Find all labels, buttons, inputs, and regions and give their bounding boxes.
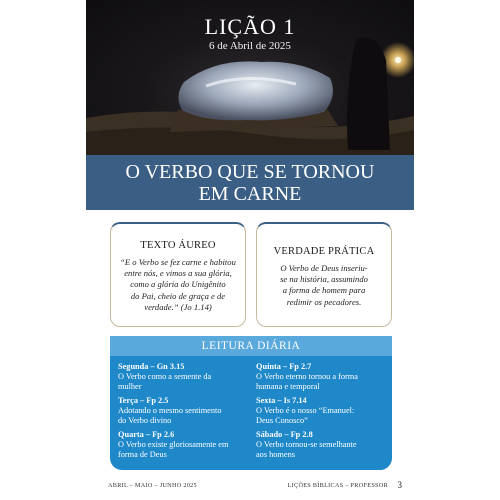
nativity-photo <box>86 0 414 155</box>
reading-text: Adotando o mesmo sentimento <box>118 406 222 415</box>
leitura-diaria-heading: LEITURA DIÁRIA <box>110 336 392 356</box>
reading-day <box>118 430 250 460</box>
reading-column-left <box>118 362 250 464</box>
reading-reference: Terça – Fp 2.5 <box>118 396 169 405</box>
verdade-pratica-text <box>265 263 383 308</box>
lesson-page <box>86 0 414 500</box>
page-number: 3 <box>397 480 402 490</box>
reading-reference: Sábado – Fp 2.8 <box>256 430 313 439</box>
texto-aureo-box <box>110 222 246 327</box>
page-footer <box>86 480 414 492</box>
verdade-pratica-heading: VERDADE PRÁTICA <box>273 246 375 257</box>
reading-day <box>118 362 250 392</box>
title-band <box>86 155 414 210</box>
reading-text: O Verbo como a semente da <box>118 372 212 381</box>
reading-text: O Verbo é o nosso “Emanuel: <box>256 406 355 415</box>
reading-column-right <box>256 362 388 464</box>
texto-aureo-line: verdade.” (Jo 1.14) <box>144 301 212 312</box>
reading-text: mulher <box>118 382 142 391</box>
texto-aureo-heading: TEXTO ÁUREO <box>140 240 216 251</box>
texto-aureo-line: como a glória do Unigênito <box>130 279 226 290</box>
reading-text: O Verbo existe gloriosamente em <box>118 440 229 449</box>
reading-reference: Segunda – Gn 3.15 <box>118 362 185 371</box>
texto-aureo-text <box>119 257 237 313</box>
texto-aureo-line: “E o Verbo se fez carne e habitou <box>120 257 236 267</box>
reading-text: do Verbo divino <box>118 416 172 425</box>
reading-reference: Quarta – Fp 2.6 <box>118 430 175 439</box>
reading-text: aos homens <box>256 450 295 459</box>
reading-text: humana e temporal <box>256 382 320 391</box>
footer-quarter: ABRIL – MAIO – JUNHO 2025 <box>108 482 197 489</box>
footer-publication: LIÇÕES BÍBLICAS – PROFESSOR <box>287 482 388 489</box>
reading-reference: Sexta – Is 7.14 <box>256 396 307 405</box>
reading-text: forma de Deus <box>118 450 167 459</box>
texto-aureo-line: do Pai, cheio de graça e de <box>130 290 226 301</box>
verdade-pratica-line: O Verbo de Deus inseriu- <box>280 263 368 273</box>
texto-aureo-line: entre nós, e vimos a sua glória, <box>124 268 232 279</box>
lesson-title-line-1: O VERBO QUE SE TORNOU <box>125 161 375 183</box>
verdade-pratica-line: redimir os pecadores. <box>286 296 362 307</box>
reading-text: O Verbo tornou-se semelhante <box>256 440 357 449</box>
lesson-date: 6 de Abril de 2025 <box>209 40 291 52</box>
verdade-pratica-line: a forma de homem para <box>282 285 366 296</box>
reading-day <box>118 396 250 426</box>
reading-day <box>256 396 388 426</box>
lesson-title <box>86 161 414 205</box>
verdade-pratica-box <box>256 222 392 327</box>
reading-day <box>256 362 388 392</box>
lesson-title-line-2: EM CARNE <box>198 183 302 205</box>
reading-reference: Quinta – Fp 2.7 <box>256 362 312 371</box>
verdade-pratica-line: se na história, assumindo <box>280 274 368 285</box>
lesson-number: LIÇÃO 1 <box>204 14 296 39</box>
reading-day <box>256 430 388 460</box>
reading-text: O Verbo eterno tornou a forma <box>256 372 358 381</box>
reading-text: Deus Conosco” <box>256 416 308 425</box>
leitura-diaria-panel <box>110 336 392 470</box>
